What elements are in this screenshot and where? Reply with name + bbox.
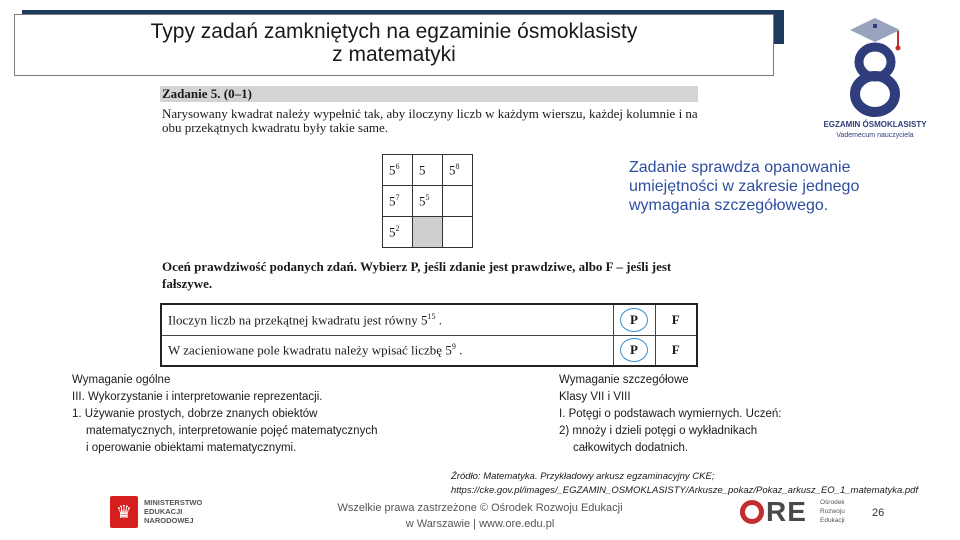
- general-requirement-title: Wymaganie ogólne: [72, 374, 171, 386]
- ore-logo: [738, 496, 878, 530]
- grid-cell: $5^8$: [443, 155, 473, 186]
- logo-eight-icon: [820, 14, 930, 120]
- grid-cell: [443, 217, 473, 248]
- statement-row: [161, 304, 697, 335]
- slide-title-line2: z matematyki: [332, 43, 456, 66]
- grid-row: [383, 186, 473, 217]
- detailed-requirement-line: całkowitych dodatnich.: [573, 442, 689, 454]
- grid-row: [383, 155, 473, 186]
- magic-square-grid: [382, 154, 473, 248]
- general-requirement-line: i operowanie obiektami matematycznymi.: [86, 442, 297, 454]
- logo-caption: EGZAMIN ÓSMOKLASISTY: [823, 120, 927, 129]
- shaded-cell: [413, 217, 443, 248]
- general-requirement: [72, 372, 432, 457]
- footer-line: w Warszawie | www.ore.edu.pl: [405, 518, 555, 530]
- detailed-requirement: [559, 372, 919, 457]
- egzamin-logo: [820, 14, 930, 140]
- footer-line: Wszelkie prawa zastrzeżone © Ośrodek Rozwoju Edukacji: [337, 502, 623, 514]
- page-number: 26: [872, 507, 885, 519]
- grid-cell: [443, 186, 473, 217]
- footer-copyright: [330, 500, 630, 532]
- task-instruction: Oceń prawdziwość podanych zdań. Wybierz P, jeśli zdanie jest prawdziwe, albo F – jeśli jest fałszywe.: [162, 259, 672, 291]
- detailed-requirement-title: Wymaganie szczegółowe: [559, 374, 689, 386]
- source-url[interactable]: https://cke.gov.pl/images/_EGZAMIN_OSMOKLASISTY/Arkusze_pokaz/Pokaz_arkusz_EO_1_matematyka.pdf: [451, 485, 919, 496]
- eagle-emblem-icon: ♛: [110, 496, 138, 528]
- grid-cell: $5^7$: [383, 186, 413, 217]
- option-p-selected[interactable]: P: [613, 304, 655, 335]
- general-requirement-line: III. Wykorzystanie i interpretowanie reprezentacji.: [72, 391, 323, 403]
- option-f[interactable]: F: [655, 304, 697, 335]
- option-p-selected[interactable]: P: [613, 335, 655, 366]
- ministry-name: MINISTERSTWO EDUKACJI NARODOWEJ: [144, 498, 203, 525]
- detailed-requirement-line: 2) mnoży i dzieli potęgi o wykładnikach: [559, 425, 758, 437]
- ore-name: Ośrodek Rozwoju Edukacji: [820, 499, 845, 524]
- grid-row: [383, 217, 473, 248]
- general-requirement-line: 1. Używanie prostych, dobrze znanych obiektów: [72, 408, 318, 420]
- slide-title-line1: Typy zadań zamkniętych na egzaminie ósmoklasisty: [150, 20, 638, 43]
- statement-text: Iloczyn liczb na przekątnej kwadratu jest równy $5^{15}$ .: [161, 304, 613, 335]
- detailed-requirement-line: I. Potęgi o podstawach wymiernych. Uczeń:: [559, 408, 782, 420]
- detailed-requirement-line: Klasy VII i VIII: [559, 391, 631, 403]
- statement-row: [161, 335, 697, 366]
- ore-ring-icon: [740, 500, 764, 524]
- slide-title: [14, 14, 774, 76]
- task-header: Zadanie 5. (0–1): [160, 86, 698, 102]
- ore-letters: RE: [766, 496, 807, 527]
- true-false-table: [160, 303, 698, 367]
- source-citation: [451, 470, 951, 498]
- logo-subcaption: Vademecum nauczyciela: [836, 132, 914, 139]
- source-line: Źródło: Matematyka. Przykładowy arkusz egzaminacyjny CKE;: [451, 471, 715, 482]
- grid-cell: $5^5$: [413, 186, 443, 217]
- option-f[interactable]: F: [655, 335, 697, 366]
- grid-cell: $5^2$: [383, 217, 413, 248]
- task-text: Narysowany kwadrat należy wypełnić tak, aby iloczyny liczb w każdym wierszu, każdej kolumnie i na obu przekątnych kwadratu były takie same.: [162, 106, 698, 135]
- statement-text: W zacieniowane pole kwadratu należy wpisać liczbę $5^9$ .: [161, 335, 613, 366]
- grid-cell: 5: [413, 155, 443, 186]
- ministry-logo: [110, 496, 220, 528]
- general-requirement-line: matematycznych, interpretowanie pojęć matematycznych: [86, 425, 378, 437]
- grid-cell: $5^6$: [383, 155, 413, 186]
- task-note: Zadanie sprawdza opanowanie umiejętności w zakresie jednego wymagania szczegółowego.: [629, 159, 860, 214]
